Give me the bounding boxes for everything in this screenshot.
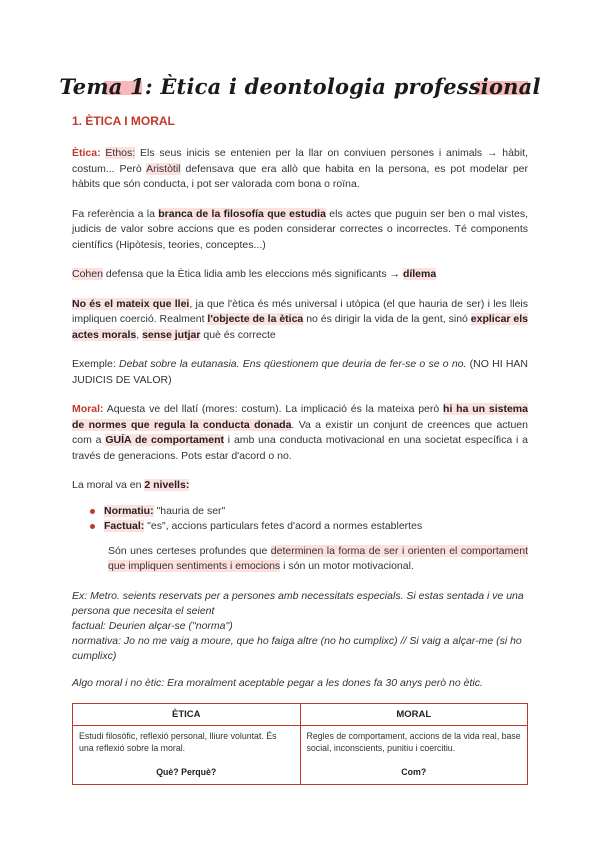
highlight-objecte: l'objecte de la ètica xyxy=(207,313,304,325)
paragraph-llei xyxy=(72,297,528,344)
table-row xyxy=(73,725,528,784)
bullet-icon xyxy=(90,509,95,514)
cell-question: Com? xyxy=(401,766,427,777)
cell-question: Què? Perquè? xyxy=(156,766,217,777)
level-label: Normatiu: xyxy=(104,504,154,517)
bullet-icon xyxy=(90,524,95,529)
section-heading: 1. ÈTICA I MORAL xyxy=(72,114,175,128)
paragraph-branca xyxy=(72,207,528,254)
paragraph-etica xyxy=(72,146,528,193)
example-line: Ex: Metro. seients reservats per a persones amb necessitats especials. Si estas sentada i ve una persona que necesita el seient xyxy=(72,589,524,617)
levels-list xyxy=(90,504,528,534)
highlight-determinen: determinen la forma de ser i orienten el comportament que impliquen sentiments i emocions xyxy=(108,544,528,572)
text: i amb una conducta motivacional en una societat específica i a través de generacions. Pots estar d'acord o no. xyxy=(72,434,529,462)
document-content xyxy=(72,114,528,785)
text: Exemple: xyxy=(72,358,119,370)
text: (NO HI HAN JUDICIS DE VALOR) xyxy=(72,358,528,386)
text: els actes que puguin ser ben o mal vistes, judicis de valor sobre accions que es poden considerar correctes o incorrectes. Té components científics (Hipòtesis, teories, conceptes...) xyxy=(72,207,528,251)
paragraph-cohen xyxy=(72,267,528,283)
list-item xyxy=(90,519,528,534)
title-block xyxy=(0,70,600,104)
text: , xyxy=(136,328,143,341)
example-metro xyxy=(72,589,528,664)
cell-text: Estudi filosòfic, reflexió personal, lliure voluntat. És una reflexió sobre la moral. xyxy=(79,730,277,753)
highlight-normes: hi ha un sistema de normes que regula la conducta donada xyxy=(72,403,528,431)
text: Són unes certeses profundes que xyxy=(108,544,271,557)
highlight-guia: GUÍA de comportament xyxy=(105,434,224,446)
text: defensava que era allò que habita en la persona, es pot modelar per hàbits que són conducta, i pot ser valorada com bona o roïna. xyxy=(72,162,528,190)
highlight-jutjar: sense jutjar xyxy=(142,328,201,341)
text: què és correcte xyxy=(200,328,276,341)
level-label: Factual: xyxy=(104,519,145,532)
text: , ja que l'ètica és més universal i utòpica (el que hauria de ser) i les lleis impliquen coerció. Realment xyxy=(72,297,529,325)
cohen-term: Cohen xyxy=(72,268,103,280)
text: Fa referència a la xyxy=(72,207,159,220)
example-moral-no-etic: Algo moral i no ètic: Era moralment aceptable pegar a les dones fa 30 anys però no ètic. xyxy=(72,676,483,689)
list-item xyxy=(90,504,528,519)
comparison-table xyxy=(72,703,528,785)
text: defensa que la Ètica lidia amb les eleccions més significants → xyxy=(102,268,403,280)
ethos-term: Ethos: xyxy=(105,147,136,159)
text-italic: Ens qüestionem que deuria de fer-se o se o no. xyxy=(242,358,467,370)
text: i són un motor motivacional. xyxy=(280,560,414,572)
text: Aquesta ve del llatí (mores: costum). La implicació és la mateixa però xyxy=(103,403,444,415)
level-text: "es", accions particulars fetes d'acord a normes establertes xyxy=(144,519,423,532)
highlight-explicar: explicar els actes morals xyxy=(72,313,529,341)
aristotil-term: Aristòtil xyxy=(146,162,181,175)
etica-label: Ètica: xyxy=(72,147,101,159)
paragraph-certeses xyxy=(108,544,528,575)
paragraph-nivells xyxy=(72,478,528,494)
highlight-nivells: 2 nivells: xyxy=(144,479,190,491)
paragraph-moral xyxy=(72,402,528,464)
table-header-moral: MORAL xyxy=(300,703,528,725)
text-italic: Debat sobre la eutanasia. xyxy=(118,358,240,370)
level-text: "hauria de ser" xyxy=(153,504,226,517)
text: La moral va en xyxy=(72,479,145,491)
table-header-etica: ÈTICA xyxy=(73,703,301,725)
paragraph-exemple xyxy=(72,357,528,388)
moral-label: Moral: xyxy=(72,403,104,415)
text: Els seus inicis se entenien per la llar on conviuen persones i animals → hàbit, costum... Però xyxy=(72,147,528,175)
highlight-llei: No és el mateix que llei xyxy=(72,297,190,310)
table-cell-etica xyxy=(73,725,301,784)
example-line: normativa: Jo no me vaig a moure, que ho faiga altre (no ho cumplixc) // Si vaig a alçar-me (si ho cumplixc) xyxy=(72,634,522,662)
table-header-row xyxy=(73,703,528,725)
cell-text: Regles de comportament, accions de la vida real, base social, inconscients, punitiu i coercitiu. xyxy=(306,730,521,753)
text: no és dirigir la vida de la gent, sinó xyxy=(303,313,471,325)
page-title: Tema 1: Ètica i deontologia professional xyxy=(59,74,541,99)
example-line: factual: Deurien alçar-se ("norma") xyxy=(72,619,233,632)
highlight-branca: branca de la filosofía que estudia xyxy=(158,207,326,220)
text: . Va a existir un conjunt de creences que actuen com a xyxy=(72,418,528,446)
table-cell-moral xyxy=(300,725,528,784)
dilema-term: dílema xyxy=(402,268,437,280)
